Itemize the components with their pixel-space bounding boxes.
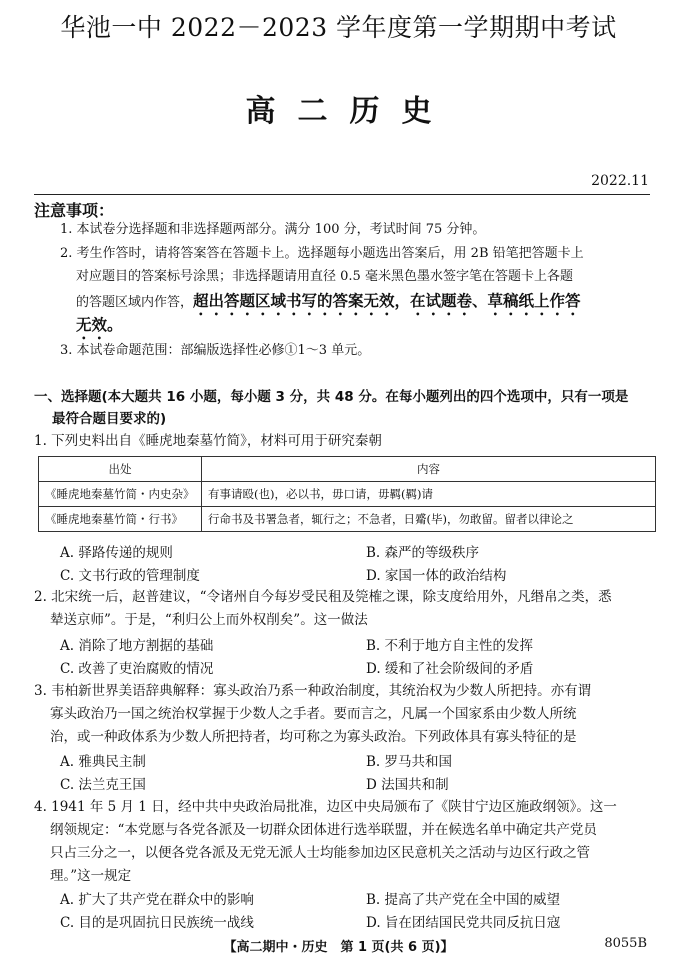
question-2-option-c: C. 改善了吏治腐败的情况 bbox=[60, 661, 214, 677]
question-1-option-c: C. 文书行政的管理制度 bbox=[60, 568, 200, 584]
paper-code: 8055B bbox=[604, 936, 647, 951]
question-4-option-d: D. 旨在团结国民党共同反抗日寇 bbox=[366, 915, 561, 931]
question-3-stem-line-1: 3. 韦柏新世界美语辞典解释：寡头政治乃系一种政治制度，其统治权为少数人所把持。亦有谓 bbox=[34, 683, 592, 699]
question-4-stem-line-1: 4. 1941 年 5 月 1 日，经中共中央政治局批准，边区中央局颁布了《陕甘宁边区施政纲领》。这一 bbox=[34, 799, 617, 815]
page-footer: 【高二期中・历史 第 1 页(共 6 页)】 bbox=[223, 940, 454, 955]
question-3-option-a: A. 雅典民主制 bbox=[60, 754, 146, 770]
question-1-option-b: B. 森严的等级秩序 bbox=[366, 545, 480, 561]
notice-title: 注意事项： bbox=[34, 201, 115, 220]
question-2-option-a: A. 消除了地方割据的基础 bbox=[60, 638, 214, 654]
table-header-cell: 出处 bbox=[39, 457, 202, 482]
question-2-option-d: D. 缓和了社会阶级间的矛盾 bbox=[366, 661, 534, 677]
question-4-stem-line-4: 理。”这一规定 bbox=[50, 868, 132, 884]
notice-item-2-cont: 对应题目的答案标号涂黑；非选择题请用直径 0.5 毫米黑色墨水签字笔在答题卡上各题 bbox=[76, 269, 573, 284]
section-heading-line-2: 最符合题目要求的) bbox=[52, 411, 167, 427]
table-header-row bbox=[39, 457, 656, 482]
header-divider bbox=[34, 194, 650, 195]
question-3-option-b: B. 罗马共和国 bbox=[366, 754, 453, 770]
question-2-stem-line-1: 2. 北宋统一后，赵普建议，“令诸州自今每岁受民租及筦榷之课，除支度给用外，凡缗帛之类，悉 bbox=[34, 589, 612, 605]
table-cell: 《睡虎地秦墓竹简・行书》 bbox=[39, 507, 202, 532]
question-4-stem-line-3: 只占三分之一，以便各党各派及无党无派人士均能参加边区民意机关之活动与边区行政之管 bbox=[50, 845, 590, 861]
table-cell: 有事请殴(也)，必以书，毋口请，毋羁(羁)请 bbox=[202, 482, 656, 507]
table-row bbox=[39, 507, 656, 532]
exam-date: 2022.11 bbox=[591, 173, 649, 189]
table-cell: 行命书及书署急者，辄行之；不急者，日觱(毕)，勿敢留。留者以律论之 bbox=[202, 507, 656, 532]
question-1-option-a: A. 驿路传递的规则 bbox=[60, 545, 173, 561]
section-heading bbox=[34, 386, 654, 430]
notice-item-2-tail: 的答题区域内作答， bbox=[76, 295, 194, 310]
question-4-option-a: A. 扩大了共产党在群众中的影响 bbox=[60, 892, 254, 908]
notice-emphasis-end: 无效。 bbox=[76, 316, 123, 334]
question-4-option-c: C. 目的是巩固抗日民族统一战线 bbox=[60, 915, 254, 931]
question-4-stem-line-2: 纲领规定：“本党愿与各党各派及一切群众团体进行选举联盟，并在候选名单中确定共产党员 bbox=[50, 822, 597, 838]
table-cell: 《睡虎地秦墓竹简・内史杂》 bbox=[39, 482, 202, 507]
section-heading-line-1: 一、选择题(本大题共 16 小题，每小题 3 分，共 48 分。在每小题列出的四个选项中，只有一项是 bbox=[34, 389, 629, 405]
table-header-cell: 内容 bbox=[202, 457, 656, 482]
notice-emphasis: 超出答题区域书写的答案无效，在试题卷、草稿纸上作答 bbox=[193, 292, 581, 310]
question-2-option-b: B. 不利于地方自主性的发挥 bbox=[366, 638, 534, 654]
table-row bbox=[39, 482, 656, 507]
notice-item-2-cont-2 bbox=[76, 290, 581, 319]
question-1-option-d: D. 家国一体的政治结构 bbox=[366, 568, 507, 584]
question-3-option-d: D 法国共和制 bbox=[366, 777, 449, 793]
question-3-option-c: C. 法兰克王国 bbox=[60, 777, 146, 793]
question-3-stem-line-2: 寡头政治乃一国之统治权掌握于少数人之手者。要而言之，凡属一个国家系由少数人所统 bbox=[50, 706, 577, 722]
question-3-stem-line-3: 治，或一种政体系为少数人所把持者，均可称之为寡头政治。下列政体具有寡头特征的是 bbox=[50, 729, 577, 745]
subject-title: 高二历史 bbox=[245, 94, 454, 129]
question-2-stem-line-2: 辇送京师”。于是，“利归公上而外权削矣”。这一做法 bbox=[50, 612, 368, 628]
notice-item-3: 3. 本试卷命题范围：部编版选择性必修①1～3 单元。 bbox=[60, 343, 371, 358]
notice-item-1: 1. 本试卷分选择题和非选择题两部分。满分 100 分，考试时间 75 分钟。 bbox=[60, 222, 486, 237]
notice-item-2-end bbox=[76, 314, 123, 343]
notice-item-2: 2. 考生作答时，请将答案答在答题卡上。选择题每小题选出答案后，用 2B 铅笔把答题卡上 bbox=[60, 246, 584, 261]
source-table bbox=[38, 456, 656, 532]
school-exam-title: 华池一中 2022－2023 学年度第一学期期中考试 bbox=[60, 13, 617, 42]
question-4-option-b: B. 提高了共产党在全中国的威望 bbox=[366, 892, 561, 908]
question-1-stem: 1. 下列史料出自《睡虎地秦墓竹简》，材料可用于研究秦朝 bbox=[34, 433, 382, 449]
